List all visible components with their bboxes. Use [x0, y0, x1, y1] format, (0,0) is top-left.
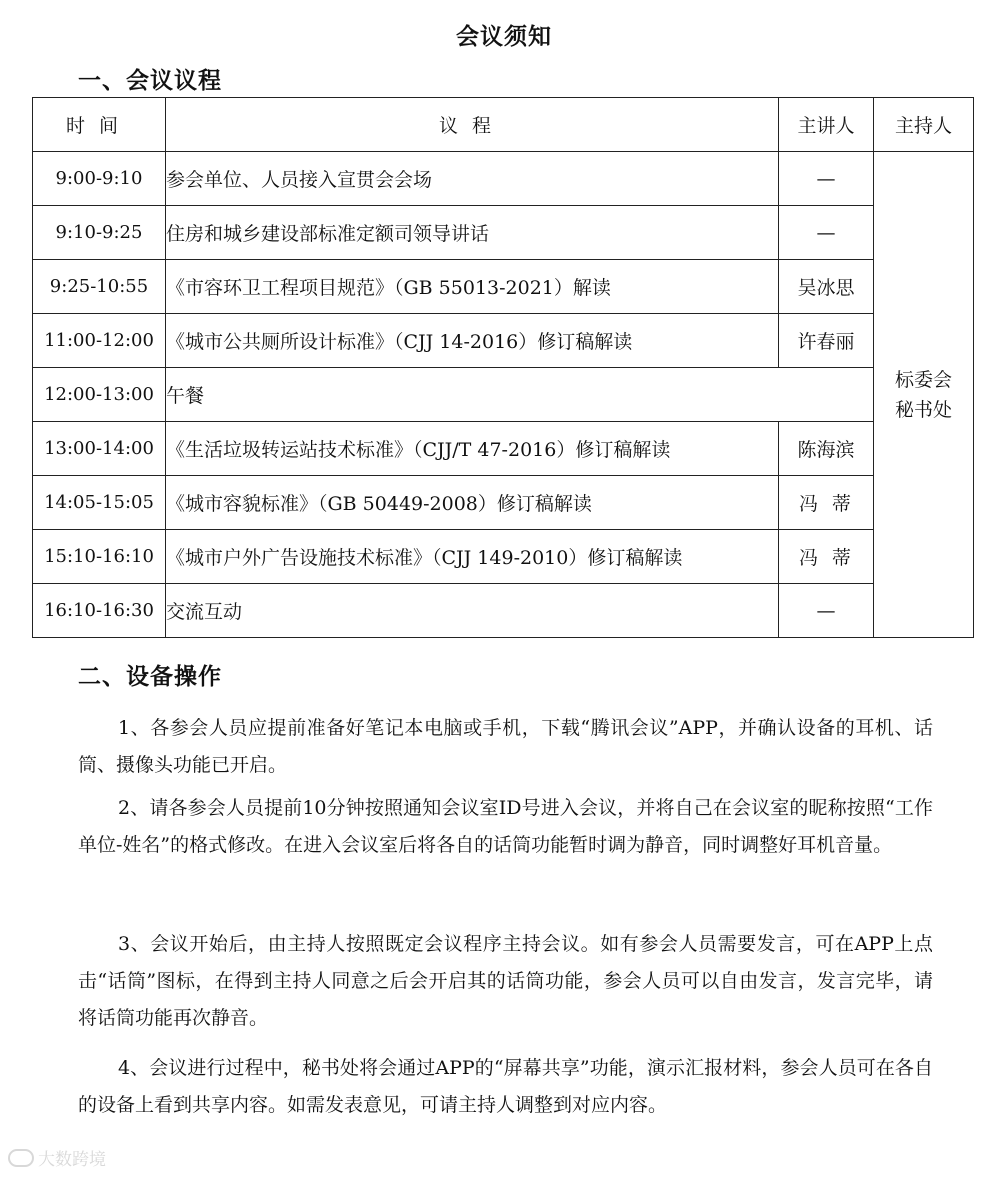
table-row: [33, 260, 974, 314]
row-time: 13:00-14:00: [33, 422, 166, 476]
host-cell: [874, 152, 974, 638]
paragraph-2: 2、请各参会人员提前10分钟按照通知会议室ID号进入会议，并将自己在会议室的昵称按照“工作单位-姓名”的格式修改。在进入会议室后将各自的话筒功能暂时调为静音，同时调整好耳机音量。: [78, 797, 933, 856]
row-time: 15:10-16:10: [33, 530, 166, 584]
row-item: 《城市公共厕所设计标准》（CJJ 14-2016）修订稿解读: [166, 314, 779, 368]
table-header-row: [33, 98, 974, 152]
row-item: 《生活垃圾转运站技术标准》（CJJ/T 47-2016）修订稿解读: [166, 422, 779, 476]
row-time: 12:00-13:00: [33, 368, 166, 422]
row-speaker: —: [779, 152, 874, 206]
row-item: 住房和城乡建设部标准定额司领导讲话: [166, 206, 779, 260]
table-row: [33, 584, 974, 638]
row-item: 《城市容貌标准》（GB 50449-2008）修订稿解读: [166, 476, 779, 530]
row-time: 9:00-9:10: [33, 152, 166, 206]
table-row: [33, 422, 974, 476]
row-item: 午餐: [166, 368, 874, 422]
table-row: [33, 368, 974, 422]
row-speaker: 冯蒂: [779, 476, 874, 530]
section-heading-agenda: 一、会议议程: [78, 68, 222, 94]
host-line-1: 标委会: [894, 368, 952, 391]
paragraph-1: 1、各参会人员应提前准备好笔记本电脑或手机，下载“腾讯会议”APP，并确认设备的耳机、话筒、摄像头功能已开启。: [78, 717, 933, 776]
row-time: 9:25-10:55: [33, 260, 166, 314]
row-time: 16:10-16:30: [33, 584, 166, 638]
header-host: 主持人: [874, 98, 974, 152]
row-item: 《城市户外广告设施技术标准》（CJJ 149-2010）修订稿解读: [166, 530, 779, 584]
watermark-text: 大数跨境: [38, 1150, 106, 1170]
row-time: 9:10-9:25: [33, 206, 166, 260]
table-row: [33, 530, 974, 584]
paragraph-3: 3、会议开始后，由主持人按照既定会议程序主持会议。如有参会人员需要发言，可在APP上点击“话筒”图标，在得到主持人同意之后会开启其的话筒功能，参会人员可以自由发言，发言完毕，请将话筒功能再次静音。: [78, 933, 933, 1029]
page-title: 会议须知: [456, 24, 552, 50]
row-speaker: 陈海滨: [779, 422, 874, 476]
row-time: 11:00-12:00: [33, 314, 166, 368]
table-row: [33, 476, 974, 530]
watermark: [8, 1145, 106, 1170]
row-speaker: —: [779, 584, 874, 638]
row-time: 14:05-15:05: [33, 476, 166, 530]
agenda-table: [32, 97, 974, 638]
header-speaker: 主讲人: [779, 98, 874, 152]
host-line-2: 秘书处: [894, 398, 952, 421]
table-row: [33, 152, 974, 206]
row-item: 参会单位、人员接入宣贯会会场: [166, 152, 779, 206]
table-row: [33, 206, 974, 260]
row-speaker: 冯蒂: [779, 530, 874, 584]
row-speaker: —: [779, 206, 874, 260]
paragraph-4: 4、会议进行过程中，秘书处将会通过APP的“屏幕共享”功能，演示汇报材料，参会人员可在各自的设备上看到共享内容。如需发表意见，可请主持人调整到对应内容。: [78, 1057, 933, 1116]
header-time: 时间: [33, 98, 166, 152]
header-agenda: 议程: [166, 98, 779, 152]
row-item: 交流互动: [166, 584, 779, 638]
section-heading-device: 二、设备操作: [78, 664, 222, 690]
watermark-logo-icon: [8, 1149, 34, 1167]
table-row: [33, 314, 974, 368]
row-speaker: 吴冰思: [779, 260, 874, 314]
row-speaker: 许春丽: [779, 314, 874, 368]
row-item: 《市容环卫工程项目规范》（GB 55013-2021）解读: [166, 260, 779, 314]
